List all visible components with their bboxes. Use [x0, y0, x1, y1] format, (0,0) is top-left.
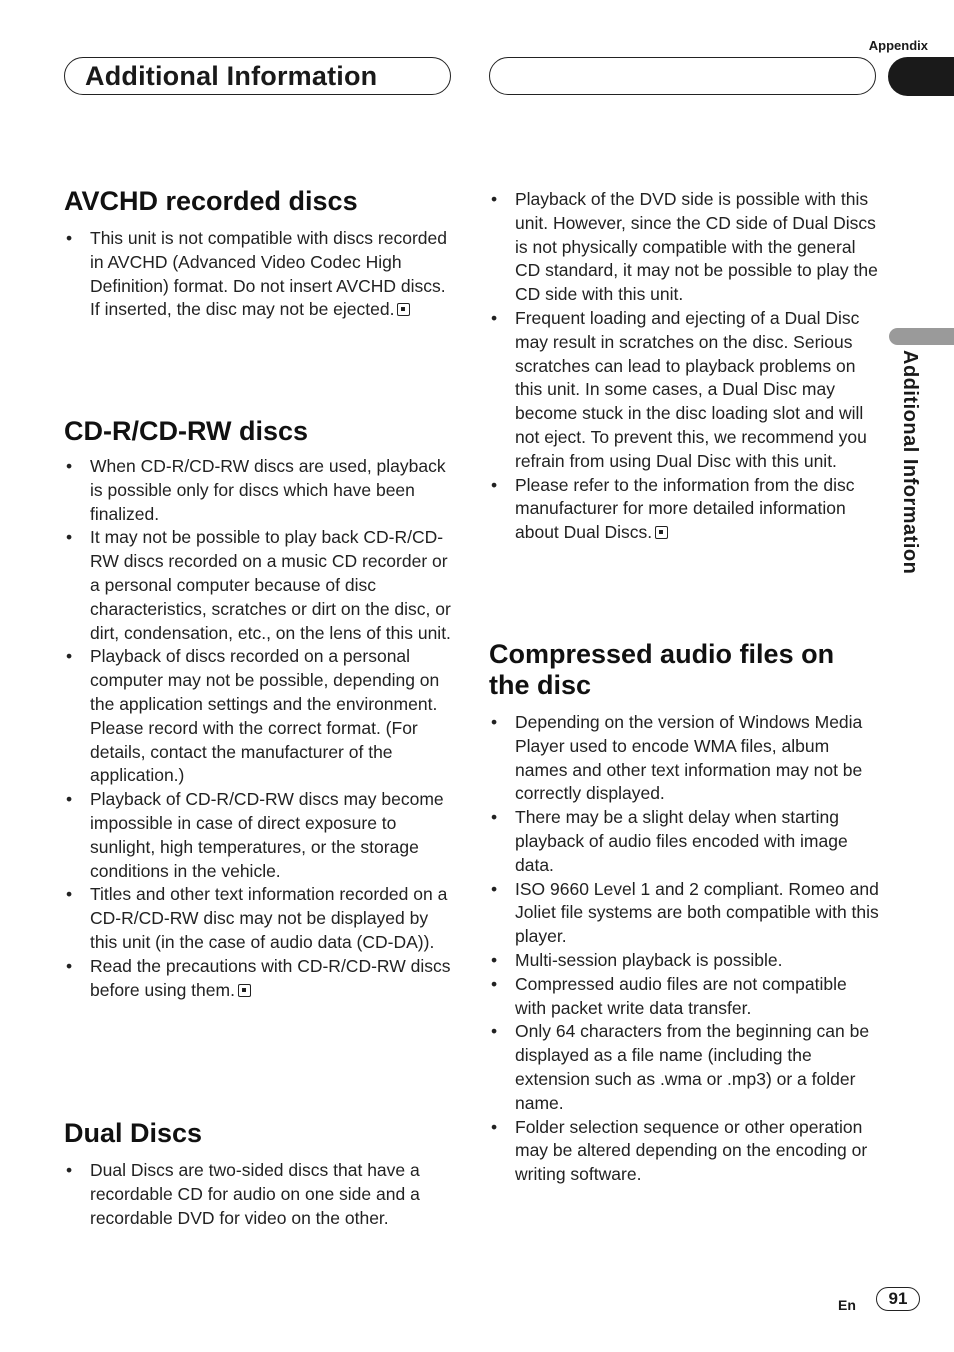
heading-compressed: Compressed audio files on the disc — [489, 639, 835, 700]
list-item: • Read the precautions with CD-R/CD-RW discs before using them. — [64, 955, 456, 1003]
list-item: • Playback of discs recorded on a personal computer may not be possible, depending on the application settings and the environment. Please record with the correct format. (For details, contact the manufacturer of the application.) — [64, 645, 456, 788]
page-title: Additional Information — [85, 61, 378, 91]
list-item: • Only 64 characters from the beginning can be displayed as a file name (including the extension such as .wma or .mp3) or a folder name. — [489, 1020, 881, 1115]
list-item: • Dual Discs are two-sided discs that have a recordable CD for audio on one side and a recordable DVD for video on the other. — [64, 1159, 456, 1230]
list-item: • Folder selection sequence or other operation may be altered depending on the encoding or writing software. — [489, 1116, 881, 1187]
list-cdr — [64, 455, 456, 1002]
header-title-box — [64, 57, 451, 95]
list-item: • Titles and other text information recorded on a CD-R/CD-RW disc may not be displayed by this unit (in the case of audio data (CD-DA)). — [64, 883, 456, 954]
list-dual-left — [64, 1159, 456, 1230]
list-compressed — [489, 711, 881, 1187]
side-tab-marker — [889, 328, 954, 345]
list-avchd — [64, 227, 456, 322]
header-empty-box — [489, 57, 876, 95]
page-number: 91 — [876, 1287, 920, 1311]
section-dual-right — [489, 188, 881, 545]
list-dual-right — [489, 188, 881, 545]
list-item: • ISO 9660 Level 1 and 2 compliant. Romeo and Joliet file systems are both compatible with this player. — [489, 878, 881, 949]
heading-cdr: CD-R/CD-RW discs — [64, 416, 309, 446]
list-item: • Please refer to the information from the disc manufacturer for more detailed information about Dual Discs. — [489, 474, 881, 545]
section-avchd — [64, 186, 456, 322]
chapter-tab — [888, 57, 954, 96]
list-item: • This unit is not compatible with discs recorded in AVCHD (Advanced Video Codec High Definition) format. Do not insert AVCHD discs. If inserted, the disc may not be ejected. — [64, 227, 456, 322]
end-mark-icon — [397, 303, 410, 316]
list-item: • It may not be possible to play back CD-R/CD-RW discs recorded on a music CD recorder or a personal computer because of disc characteristics, scratches or dirt on the disc, or dirt, condensation, etc., on the lens of this unit. — [64, 526, 456, 645]
section-cdr — [64, 416, 456, 1002]
language-label: En — [838, 1297, 856, 1313]
heading-avchd: AVCHD recorded discs — [64, 186, 358, 216]
end-mark-icon — [238, 984, 251, 997]
list-item: • When CD-R/CD-RW discs are used, playback is possible only for discs which have been finalized. — [64, 455, 456, 526]
section-dual-left — [64, 1118, 456, 1230]
list-item: • Frequent loading and ejecting of a Dual Disc may result in scratches on the disc. Serious scratches can lead to playback problems on this unit. In some cases, a Dual Disc may become stuck in the disc loading slot and will not eject. To prevent this, we recommend you refrain from using Dual Disc with this unit. — [489, 307, 881, 474]
list-item: • There may be a slight delay when starting playback of audio files encoded with image data. — [489, 806, 881, 877]
list-item: • Depending on the version of Windows Media Player used to encode WMA files, album names and other text information may not be correctly displayed. — [489, 711, 881, 806]
end-mark-icon — [655, 526, 668, 539]
heading-dual: Dual Discs — [64, 1118, 203, 1148]
list-item: • Multi-session playback is possible. — [489, 949, 881, 973]
section-compressed — [489, 639, 881, 1187]
list-item: • Playback of CD-R/CD-RW discs may become impossible in case of direct exposure to sunlight, high temperatures, or the storage conditions in the vehicle. — [64, 788, 456, 883]
side-tab-label: Additional Information — [899, 350, 921, 575]
section-label: Appendix — [868, 38, 928, 53]
list-item: • Compressed audio files are not compatible with packet write data transfer. — [489, 973, 881, 1021]
list-item: • Playback of the DVD side is possible with this unit. However, since the CD side of Dual Discs is not physically compatible with the general CD standard, it may not be possible to play the CD side with this unit. — [489, 188, 881, 307]
